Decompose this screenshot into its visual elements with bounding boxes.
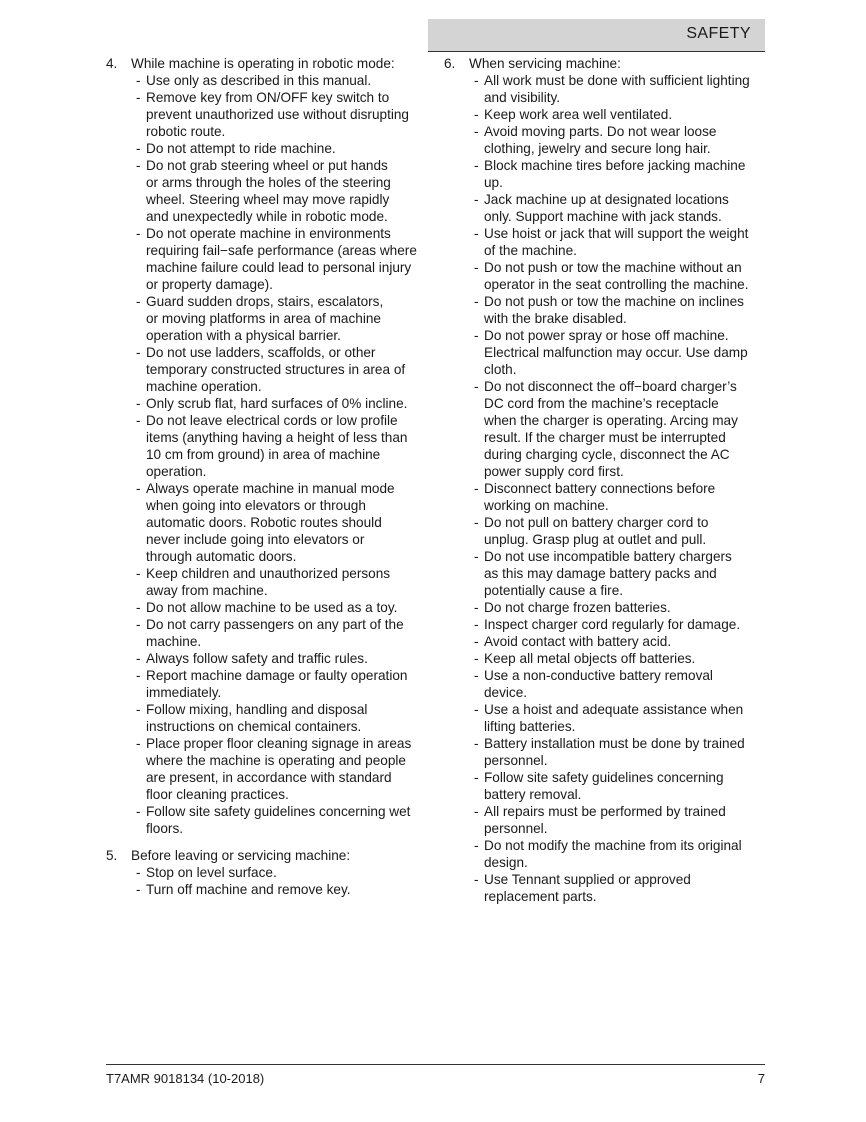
- safety-item: - Do not leave electrical cords or low profile items (anything having a height of less than 10 cm from ground) in area of machine operation.: [106, 412, 436, 480]
- safety-item: - Keep children and unauthorized persons away from machine.: [106, 565, 436, 599]
- section-number: 5.: [106, 848, 118, 863]
- safety-item: - Use a non-conductive battery removal device.: [444, 667, 774, 701]
- footer-divider: [106, 1064, 765, 1065]
- safety-item: - Follow site safety guidelines concerning wet floors.: [106, 803, 436, 837]
- section-number: 6.: [444, 56, 456, 71]
- section-heading: Before leaving or servicing machine:: [131, 848, 351, 863]
- document-id: T7AMR 9018134 (10-2018): [106, 1071, 265, 1086]
- section-5: [106, 847, 436, 898]
- safety-item: - Do not charge frozen batteries.: [444, 599, 774, 616]
- right-column: [444, 55, 774, 905]
- safety-item: - Avoid moving parts. Do not wear loose clothing, jewelry and secure long hair.: [444, 123, 774, 157]
- safety-item: - Block machine tires before jacking machine up.: [444, 157, 774, 191]
- section-title: SAFETY: [686, 25, 751, 42]
- header-divider: [428, 51, 765, 52]
- safety-item: - Use a hoist and adequate assistance when lifting batteries.: [444, 701, 774, 735]
- section-6: [444, 55, 774, 905]
- safety-item: - Place proper floor cleaning signage in areas where the machine is operating and people are present, in accordance with standard floor cleaning practices.: [106, 735, 436, 803]
- safety-item: - Guard sudden drops, stairs, escalators, or moving platforms in area of machine operation with a physical barrier.: [106, 293, 436, 344]
- safety-item: - Do not grab steering wheel or put hands or arms through the holes of the steering wheel. Steering wheel may move rapidly and unexpectedly while in robotic mode.: [106, 157, 436, 225]
- safety-item: - Do not modify the machine from its original design.: [444, 837, 774, 871]
- safety-item: - Do not push or tow the machine without an operator in the seat controlling the machine.: [444, 259, 774, 293]
- safety-item: - Do not power spray or hose off machine. Electrical malfunction may occur. Use damp cloth.: [444, 327, 774, 378]
- safety-item: - Only scrub flat, hard surfaces of 0% incline.: [106, 395, 436, 412]
- safety-item: - Avoid contact with battery acid.: [444, 633, 774, 650]
- safety-item: - Always follow safety and traffic rules.: [106, 650, 436, 667]
- safety-item: - All repairs must be performed by trained personnel.: [444, 803, 774, 837]
- safety-item: - Do not use ladders, scaffolds, or other temporary constructed structures in area of machine operation.: [106, 344, 436, 395]
- safety-item: - Jack machine up at designated locations only. Support machine with jack stands.: [444, 191, 774, 225]
- left-column: [106, 55, 436, 898]
- safety-item: - Inspect charger cord regularly for damage.: [444, 616, 774, 633]
- safety-item-list: [106, 864, 436, 898]
- safety-item: - Do not attempt to ride machine.: [106, 140, 436, 157]
- safety-item: - Do not disconnect the off−board charger’s DC cord from the machine’s receptacle when the charger is operating. Arcing may result. If the charger must be interrupted during charging cycle, disconnect the AC power supply cord first.: [444, 378, 774, 480]
- safety-item: - Do not carry passengers on any part of the machine.: [106, 616, 436, 650]
- safety-item: - Do not use incompatible battery chargers as this may damage battery packs and potentially cause a fire.: [444, 548, 774, 599]
- section-heading: When servicing machine:: [469, 56, 621, 71]
- safety-item-list: [444, 72, 774, 905]
- safety-item: - Turn off machine and remove key.: [106, 881, 436, 898]
- safety-item: - All work must be done with sufficient lighting and visibility.: [444, 72, 774, 106]
- safety-item: - Disconnect battery connections before working on machine.: [444, 480, 774, 514]
- safety-item: - Use only as described in this manual.: [106, 72, 436, 89]
- safety-item: - Always operate machine in manual mode when going into elevators or through automatic doors. Robotic routes should never include going into elevators or through automatic doors.: [106, 480, 436, 565]
- section-header-tab: [428, 19, 765, 51]
- safety-item: - Do not operate machine in environments requiring fail−safe performance (areas where machine failure could lead to personal injury or property damage).: [106, 225, 436, 293]
- safety-item: - Keep all metal objects off batteries.: [444, 650, 774, 667]
- safety-item: - Keep work area well ventilated.: [444, 106, 774, 123]
- safety-item: - Stop on level surface.: [106, 864, 436, 881]
- safety-item: - Do not pull on battery charger cord to unplug. Grasp plug at outlet and pull.: [444, 514, 774, 548]
- safety-item: - Follow site safety guidelines concerning battery removal.: [444, 769, 774, 803]
- safety-item: - Follow mixing, handling and disposal instructions on chemical containers.: [106, 701, 436, 735]
- page-number: 7: [757, 1071, 765, 1086]
- safety-item: - Do not allow machine to be used as a toy.: [106, 599, 436, 616]
- safety-item: - Use hoist or jack that will support the weight of the machine.: [444, 225, 774, 259]
- safety-item: - Report machine damage or faulty operation immediately.: [106, 667, 436, 701]
- section-number: 4.: [106, 56, 118, 71]
- safety-item: - Remove key from ON/OFF key switch to prevent unauthorized use without disrupting robotic route.: [106, 89, 436, 140]
- section-4: [106, 55, 436, 837]
- safety-item: - Battery installation must be done by trained personnel.: [444, 735, 774, 769]
- section-heading: While machine is operating in robotic mode:: [131, 56, 395, 71]
- safety-item-list: [106, 72, 436, 837]
- safety-item: - Use Tennant supplied or approved replacement parts.: [444, 871, 774, 905]
- safety-item: - Do not push or tow the machine on inclines with the brake disabled.: [444, 293, 774, 327]
